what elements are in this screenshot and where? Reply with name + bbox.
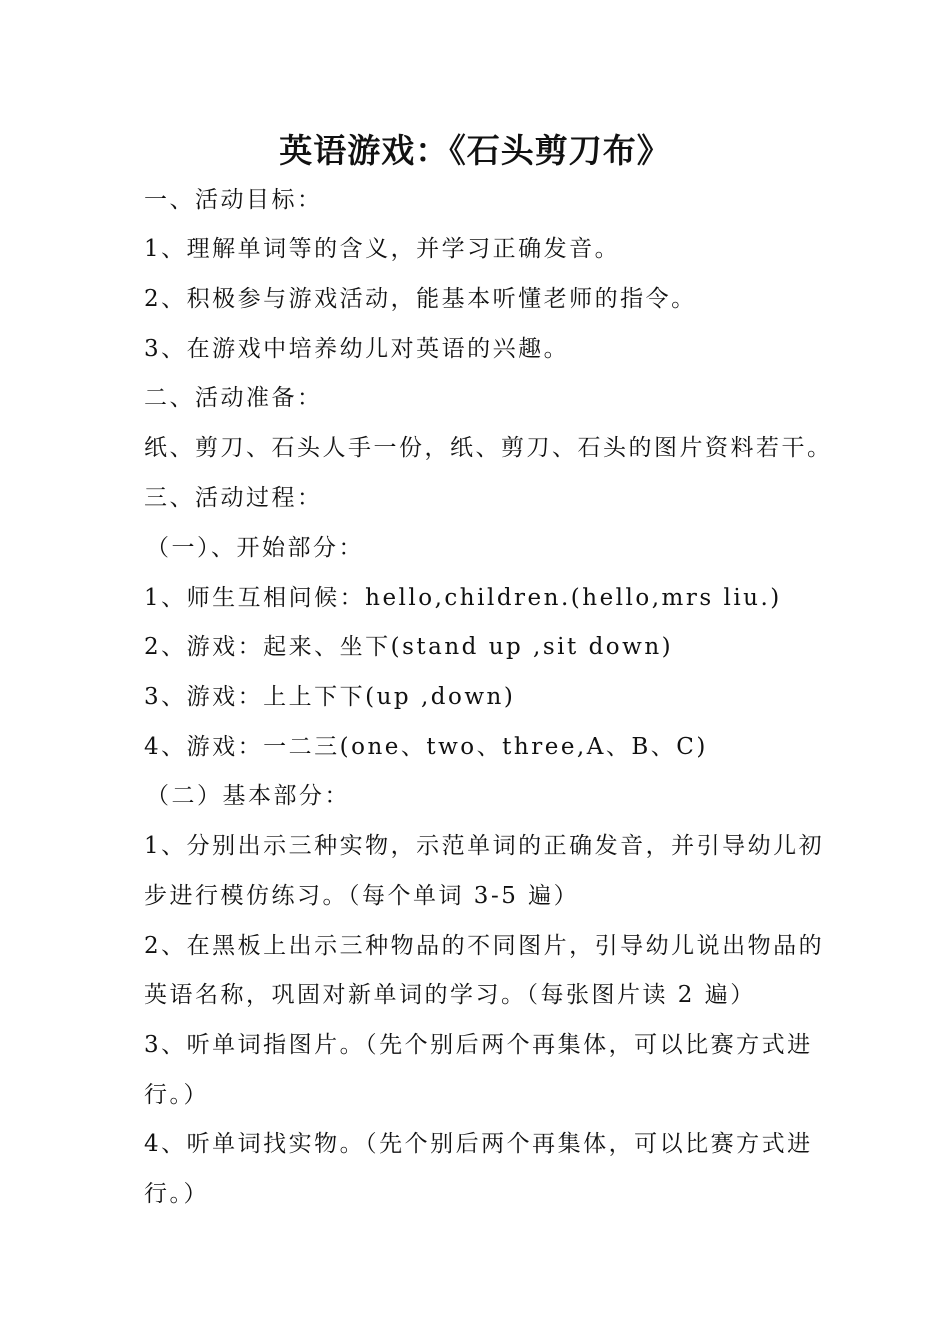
subsection-heading-basic: （二）基本部分： — [146, 783, 350, 809]
opening-item-2: 2、游戏：起来、坐下(stand up ,sit down) — [144, 634, 674, 660]
basic-item-3-line-1: 3、听单词指图片。（先个别后两个再集体，可以比赛方式进 — [144, 1032, 813, 1058]
preparation-text: 纸、剪刀、石头人手一份，纸、剪刀、石头的图片资料若干。 — [144, 435, 833, 461]
document-title: 英语游戏：《石头剪刀布》 — [279, 131, 671, 170]
subsection-heading-opening: （一）、开始部分： — [146, 535, 364, 561]
basic-item-2-line-2: 英语名称，巩固对新单词的学习。（每张图片读 2 遍） — [144, 982, 756, 1008]
basic-item-1-line-2: 步进行模仿练习。（每个单词 3-5 遍） — [144, 883, 580, 909]
goal-item-3: 3、在游戏中培养幼儿对英语的兴趣。 — [144, 336, 570, 362]
basic-item-4-line-2: 行。） — [144, 1181, 209, 1207]
basic-item-3-line-2: 行。） — [144, 1082, 209, 1108]
basic-item-2-line-1: 2、在黑板上出示三种物品的不同图片，引导幼儿说出物品的 — [144, 933, 825, 959]
section-heading-preparation: 二、活动准备： — [144, 385, 323, 411]
opening-item-1: 1、师生互相问候：hello,children.(hello,mrs liu.) — [144, 585, 782, 611]
opening-item-3: 3、游戏：上上下下(up ,down) — [144, 684, 516, 710]
basic-item-1-line-1: 1、分别出示三种实物，示范单词的正确发音，并引导幼儿初 — [144, 833, 825, 859]
section-heading-process: 三、活动过程： — [144, 485, 323, 511]
basic-item-4-line-1: 4、听单词找实物。（先个别后两个再集体，可以比赛方式进 — [144, 1131, 813, 1157]
opening-item-4: 4、游戏：一二三(one、two、three,A、B、C) — [144, 734, 708, 760]
goal-item-1: 1、理解单词等的含义，并学习正确发音。 — [144, 236, 621, 262]
goal-item-2: 2、积极参与游戏活动，能基本听懂老师的指令。 — [144, 286, 697, 312]
section-heading-goals: 一、活动目标： — [144, 187, 323, 213]
